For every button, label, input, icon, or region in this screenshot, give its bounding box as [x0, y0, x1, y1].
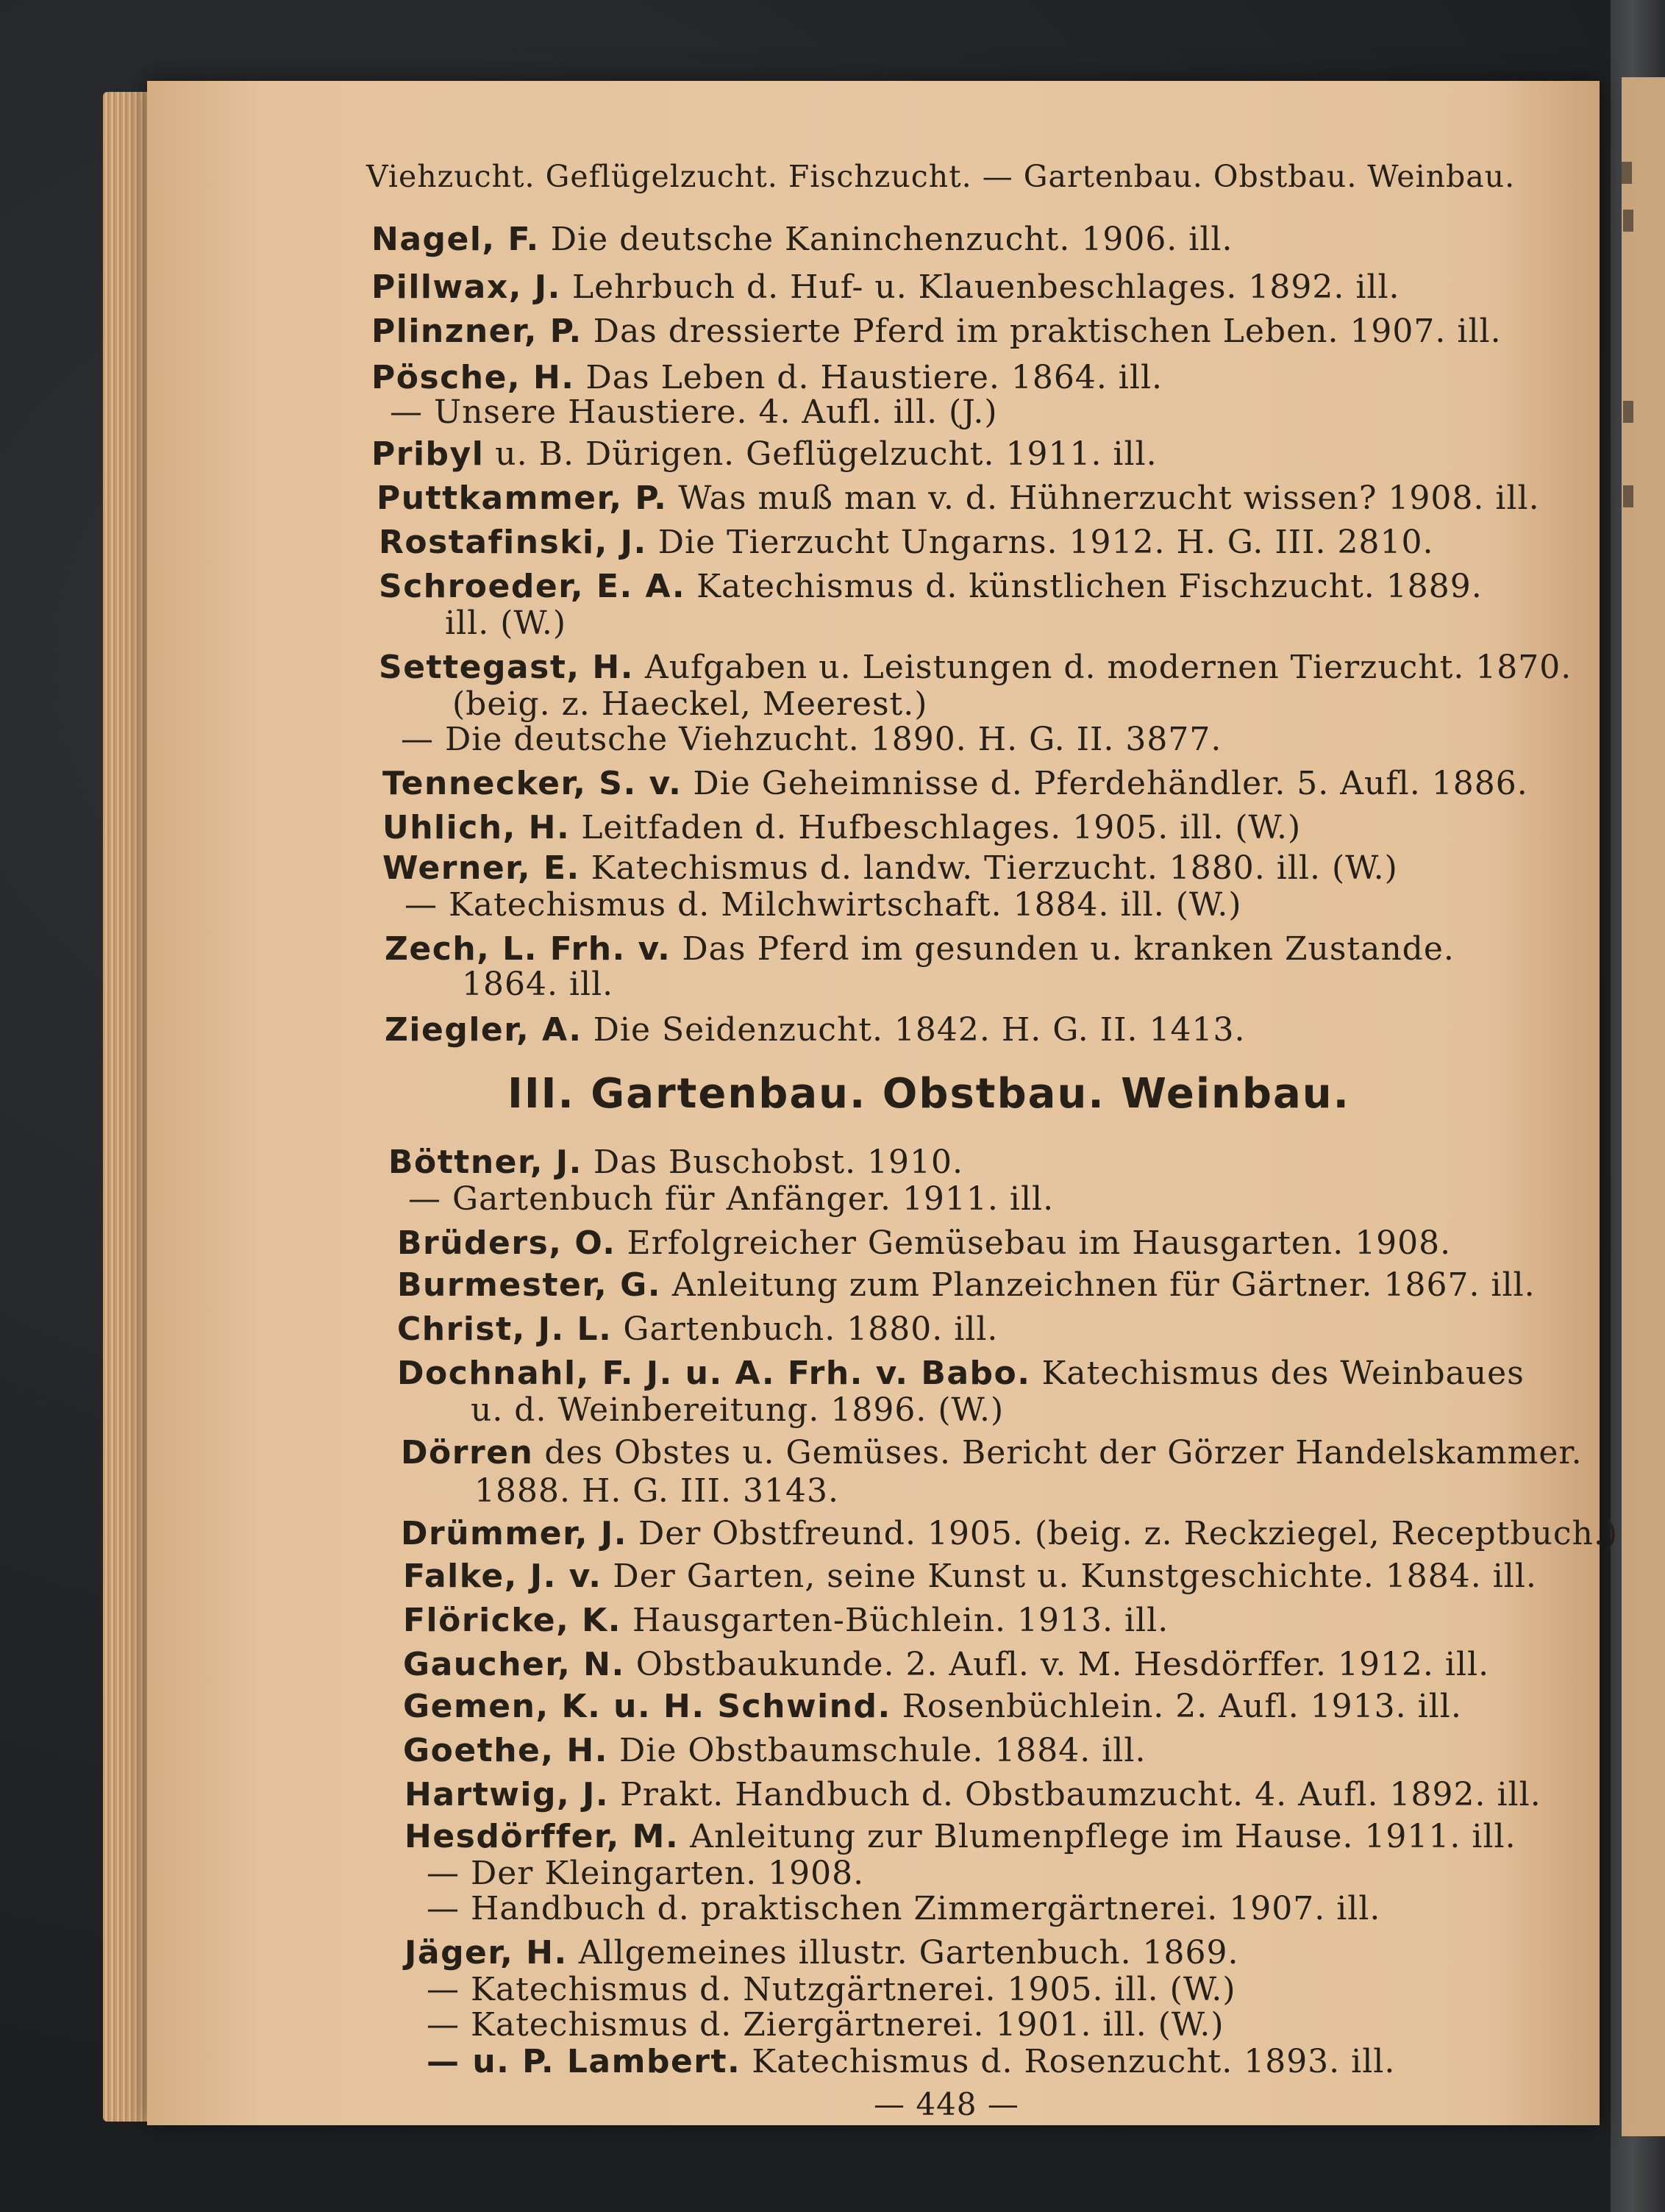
entry-author: Werner, E.: [382, 849, 580, 887]
bibliography-entry: [388, 1144, 963, 1182]
page-number: — 448 —: [874, 2086, 1019, 2122]
entry-text: Leitfaden d. Hufbeschlages. 1905. ill. (W.): [581, 809, 1302, 846]
entry-text: Katechismus d. künstlichen Fischzucht. 1889.: [696, 568, 1483, 605]
bibliography-entry: [379, 649, 1572, 687]
bibliography-entry: [404, 1818, 1516, 1856]
entry-text: Rosenbüchlein. 2. Aufl. 1913. ill.: [902, 1688, 1462, 1725]
bibliography-entry: [397, 1224, 1451, 1263]
entry-text: — Katechismus d. Ziergärtnerei. 1901. ill. (W.): [427, 2006, 1224, 2044]
bibliography-entry: [427, 1855, 864, 1893]
entry-text: — Die deutsche Viehzucht. 1890. H. G. II. 3877.: [401, 721, 1222, 758]
entry-text: Die Obstbaumschule. 1884. ill.: [618, 1732, 1147, 1769]
bibliography-entry: [474, 1472, 839, 1510]
entry-author: Drümmer, J.: [401, 1515, 627, 1552]
entry-text: Die Geheimnisse d. Pferdehändler. 5. Aufl. 1886.: [693, 765, 1528, 802]
entry-author: Flöricke, K.: [403, 1602, 621, 1639]
bibliography-entry: [403, 1732, 1146, 1770]
bibliography-entry: [445, 604, 566, 643]
bibliography-entry: [371, 268, 1400, 307]
bibliography-entry: [371, 313, 1502, 351]
entry-author: Böttner, J.: [388, 1144, 582, 1181]
entry-text: Das Buschobst. 1910.: [593, 1144, 964, 1181]
entry-author: Settegast, H.: [379, 649, 634, 686]
entry-text: Das Pferd im gesunden u. kranken Zustande.: [682, 930, 1455, 968]
entry-text: — Der Kleingarten. 1908.: [427, 1855, 865, 1892]
bibliography-entry: [471, 1391, 1004, 1430]
bibliography-entry: [462, 966, 613, 1004]
bibliography-entry: [397, 1310, 998, 1349]
entry-text: Gartenbuch. 1880. ill.: [623, 1310, 999, 1348]
entry-author: Pösche, H.: [371, 359, 575, 396]
entry-text: (beig. z. Haeckel, Meerest.): [452, 685, 928, 723]
entry-text: des Obstes u. Gemüses. Bericht der Görzer Handelskammer.: [544, 1434, 1583, 1471]
entry-text: Erfolgreicher Gemüsebau im Hausgarten. 1908.: [627, 1224, 1452, 1262]
bibliography-entry: [377, 479, 1540, 518]
bibliography-entry: [408, 1180, 1054, 1219]
bibliography-entry: [403, 1646, 1489, 1684]
entry-text: Hausgarten-Büchlein. 1913. ill.: [632, 1602, 1169, 1639]
entry-text: Der Obstfreund. 1905. (beig. z. Reckziegel, Receptbuch.): [638, 1515, 1618, 1552]
bibliography-entry: [390, 393, 998, 432]
facing-page-glyph: [1623, 210, 1633, 232]
entry-author: Gaucher, N.: [403, 1646, 625, 1683]
entry-text: — Gartenbuch für Anfänger. 1911. ill.: [408, 1180, 1055, 1218]
entry-text: 1888. H. G. III. 3143.: [474, 1472, 839, 1510]
entry-text: Allgemeines illustr. Gartenbuch. 1869.: [578, 1934, 1239, 1972]
entry-author: Tennecker, S. v.: [382, 765, 682, 802]
bibliography-entry: [397, 1266, 1536, 1305]
bibliography-entry: [427, 1971, 1236, 2009]
entry-author: Hartwig, J.: [404, 1776, 610, 1813]
entry-author: Falke, J. v.: [403, 1558, 602, 1595]
entry-author: Puttkammer, P.: [377, 479, 668, 517]
facing-page-glyph: [1622, 162, 1632, 184]
entry-author: Ziegler, A.: [385, 1011, 582, 1049]
entry-author: — u. P. Lambert.: [427, 2043, 741, 2080]
bibliography-entry: [427, 1890, 1380, 1928]
entry-text: Das Leben d. Haustiere. 1864. ill.: [585, 359, 1163, 396]
entry-text: — Katechismus d. Milchwirtschaft. 1884. ill. (W.): [404, 886, 1242, 924]
entry-author: Dörren: [401, 1434, 534, 1471]
bibliography-entry: [427, 2043, 1395, 2081]
bibliography-entry: [404, 886, 1242, 924]
entry-author: Dochnahl, F. J. u. A. Frh. v. Babo.: [397, 1355, 1031, 1392]
bibliography-entry: [382, 809, 1301, 847]
bibliography-entry: [427, 2006, 1224, 2044]
entry-text: Prakt. Handbuch d. Obstbaumzucht. 4. Aufl. 1892. ill.: [620, 1776, 1541, 1813]
entry-text: Anleitung zur Blumenpflege im Hause. 1911. ill.: [690, 1818, 1516, 1855]
entry-text: Die Seidenzucht. 1842. H. G. II. 1413.: [593, 1011, 1246, 1049]
entry-author: Goethe, H.: [403, 1732, 608, 1769]
entry-author: Nagel, F.: [371, 221, 540, 258]
bibliography-entry: [385, 1011, 1245, 1049]
entry-text: Katechismus d. landw. Tierzucht. 1880. ill. (W.): [591, 849, 1398, 887]
entry-text: Der Garten, seine Kunst u. Kunstgeschichte. 1884. ill.: [613, 1558, 1537, 1595]
bibliography-entry: [401, 721, 1222, 759]
section-title: III. Gartenbau. Obstbau. Weinbau.: [507, 1070, 1350, 1118]
bibliography-entry: [401, 1434, 1583, 1472]
entry-text: Lehrbuch d. Huf- u. Klauenbeschlages. 1892. ill.: [571, 268, 1400, 306]
bibliography-entry: [385, 930, 1455, 968]
bibliography-entry: [403, 1688, 1462, 1726]
bibliography-entry: [371, 221, 1233, 259]
entry-text: Was muß man v. d. Hühnerzucht wissen? 1908. ill.: [678, 479, 1540, 517]
entry-text: Katechismus des Weinbaues: [1041, 1355, 1525, 1392]
bibliography-entry: [379, 568, 1483, 606]
entry-author: Pribyl: [371, 435, 485, 473]
bibliography-entry: [404, 1776, 1541, 1814]
bibliography-entry: [382, 849, 1398, 888]
bibliography-entry: [452, 685, 927, 724]
entry-text: 1864. ill.: [462, 966, 614, 1003]
entry-text: — Handbuch d. praktischen Zimmergärtnerei. 1907. ill.: [427, 1890, 1381, 1927]
entry-text: u. B. Dürigen. Geflügelzucht. 1911. ill.: [495, 435, 1158, 473]
facing-page-glyph: [1623, 401, 1633, 423]
bibliography-entry: [404, 1934, 1239, 1972]
entry-text: — Katechismus d. Nutzgärtnerei. 1905. ill. (W.): [427, 1971, 1236, 2008]
entry-text: u. d. Weinbereitung. 1896. (W.): [471, 1391, 1005, 1429]
bibliography-entry: [403, 1558, 1537, 1596]
entry-text: — Unsere Haustiere. 4. Aufl. ill. (J.): [390, 393, 998, 431]
entry-author: Hesdörffer, M.: [404, 1818, 680, 1855]
entry-text: Die deutsche Kaninchenzucht. 1906. ill.: [550, 221, 1233, 258]
entry-author: Brüders, O.: [397, 1224, 616, 1262]
entry-author: Uhlich, H.: [382, 809, 571, 846]
entry-text: ill. (W.): [445, 604, 567, 642]
entry-author: Burmester, G.: [397, 1266, 661, 1304]
entry-text: Die Tierzucht Ungarns. 1912. H. G. III. 2810.: [657, 524, 1434, 561]
entry-author: Jäger, H.: [404, 1934, 568, 1972]
bibliography-entry: [382, 765, 1528, 803]
entry-text: Obstbaukunde. 2. Aufl. v. M. Hesdörffer. 1912. ill.: [635, 1646, 1490, 1683]
entry-author: Pillwax, J.: [371, 268, 561, 306]
facing-page-glyph: [1623, 485, 1633, 507]
entry-text: Katechismus d. Rosenzucht. 1893. ill.: [752, 2043, 1396, 2080]
bibliography-entry: [371, 359, 1163, 397]
entry-author: Christ, J. L.: [397, 1310, 613, 1348]
entry-author: Gemen, K. u. H. Schwind.: [403, 1688, 891, 1725]
bibliography-entry: [403, 1602, 1169, 1640]
entry-text: Das dressierte Pferd im praktischen Leben. 1907. ill.: [593, 313, 1502, 350]
running-header: Viehzucht. Geflügelzucht. Fischzucht. — Gartenbau. Obstbau. Weinbau.: [366, 159, 1516, 194]
entry-author: Schroeder, E. A.: [379, 568, 686, 605]
entry-author: Zech, L. Frh. v.: [385, 930, 671, 968]
entry-text: Aufgaben u. Leistungen d. modernen Tierzucht. 1870.: [644, 649, 1572, 686]
bibliography-entry: [397, 1355, 1525, 1393]
entry-author: Rostafinski, J.: [379, 524, 647, 561]
bibliography-entry: [371, 435, 1158, 474]
bibliography-entry: [379, 524, 1433, 562]
entry-text: Anleitung zum Planzeichnen für Gärtner. 1867. ill.: [671, 1266, 1536, 1304]
bibliography-entry: [401, 1515, 1618, 1553]
entry-author: Plinzner, P.: [371, 313, 582, 350]
